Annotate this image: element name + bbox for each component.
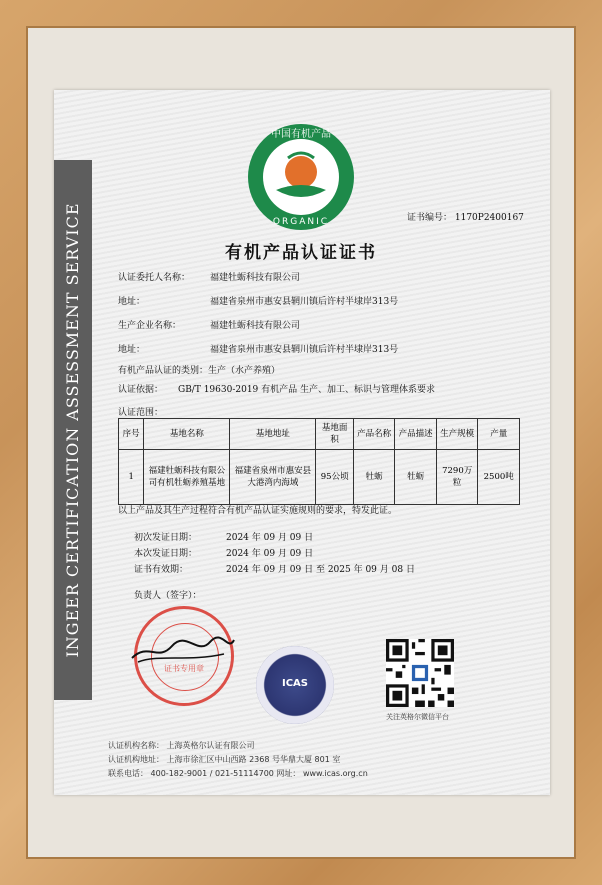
client-value: 福建牡蛎科技有限公司 [210, 273, 301, 283]
basis-row [118, 382, 435, 395]
logo-top-text: 中国有机产品 [271, 129, 331, 140]
footer-contact: 联系电话： 400-182-9001 / 021-51114700 网址： www.icas.org.cn [108, 769, 368, 778]
producer-value: 福建牡蛎科技有限公司 [210, 321, 301, 331]
header-cell: 生产规模 [436, 419, 478, 450]
this-issue-row [134, 546, 313, 559]
footer-org-name: 认证机构名称： 上海英格尔认证有限公司 [108, 741, 255, 750]
first-issue-value: 2024 年 09 月 09 日 [226, 533, 314, 543]
table-cell: 牡蛎 [353, 450, 395, 505]
category-label: 有机产品认证的类别： [118, 366, 209, 376]
certificate-title: 有机产品认证证书 [225, 243, 377, 263]
first-issue-label: 初次发证日期： [134, 533, 198, 543]
scope-header-row [119, 419, 520, 450]
header-cell: 基地面积 [316, 419, 353, 450]
address1-label: 地址： [118, 297, 146, 307]
signature-icon [128, 632, 238, 668]
validity-value: 2024 年 09 月 09 日 至 2025 年 09 月 08 日 [226, 565, 415, 575]
client-row [118, 270, 300, 283]
sidebar-text: INGEER CERTIFICATION ASSESSMENT SERVICE [63, 202, 82, 658]
header-cell: 基地地址 [230, 419, 316, 450]
producer-label: 生产企业名称： [118, 321, 182, 331]
qr-code-icon [386, 639, 454, 707]
table-cell: 2500吨 [478, 450, 520, 505]
header-cell: 序号 [119, 419, 144, 450]
seal-text: ICAS [281, 678, 308, 689]
table-cell: 1 [119, 450, 144, 505]
stamp-text: 证书专用章 [164, 664, 204, 673]
table-row [119, 450, 520, 505]
scope-table [118, 418, 520, 505]
address2-label: 地址： [118, 345, 146, 355]
statement: 以上产品及其生产过程符合有机产品认证实施规则的要求，特发此证。 [118, 506, 398, 516]
signatory-label: 负责人（签字）： [134, 591, 202, 601]
address1-value: 福建省泉州市惠安县辋川镇后许村半埭岸313号 [210, 297, 399, 307]
this-issue-value: 2024 年 09 月 09 日 [226, 549, 314, 559]
header-cell: 产量 [478, 419, 520, 450]
category-row [118, 363, 280, 376]
scope-label: 认证范围： [118, 408, 164, 418]
icas-seal [256, 646, 334, 724]
address2-row [118, 342, 398, 355]
category-value: 生产（水产养殖） [208, 366, 281, 376]
header-cell: 基地名称 [144, 419, 230, 450]
logo-bottom-text: ORGANIC [272, 217, 330, 227]
qr-caption: 关注英格尔微信平台 [386, 713, 449, 721]
address2-value: 福建省泉州市惠安县辋川镇后许村半埭岸313号 [210, 345, 399, 355]
table-cell: 95公顷 [316, 450, 353, 505]
table-cell: 福建省泉州市惠安县大港湾内海域 [230, 450, 316, 505]
basis-value: GB/T 19630-2019 有机产品 生产、加工、标识与管理体系要求 [178, 385, 435, 395]
validity-label: 证书有效期： [134, 565, 189, 575]
validity-row [134, 562, 415, 575]
certificate-number: 证书编号： 1170P2400167 [407, 213, 524, 223]
producer-row [118, 318, 300, 331]
header-cell: 产品名称 [353, 419, 395, 450]
this-issue-label: 本次发证日期： [134, 549, 198, 559]
basis-label: 认证依据： [118, 385, 164, 395]
table-cell: 牡蛎 [395, 450, 437, 505]
address1-row [118, 294, 398, 307]
header-cell: 产品描述 [395, 419, 437, 450]
footer-org-address: 认证机构地址： 上海市徐汇区中山西路 2368 号华鼎大厦 801 室 [108, 755, 341, 764]
table-cell: 福建牡蛎科技有限公司有机牡蛎养殖基地 [144, 450, 230, 505]
first-issue-row [134, 530, 313, 543]
organic-logo-icon [246, 122, 356, 232]
table-cell: 7290万粒 [436, 450, 478, 505]
client-label: 认证委托人名称： [118, 273, 191, 283]
